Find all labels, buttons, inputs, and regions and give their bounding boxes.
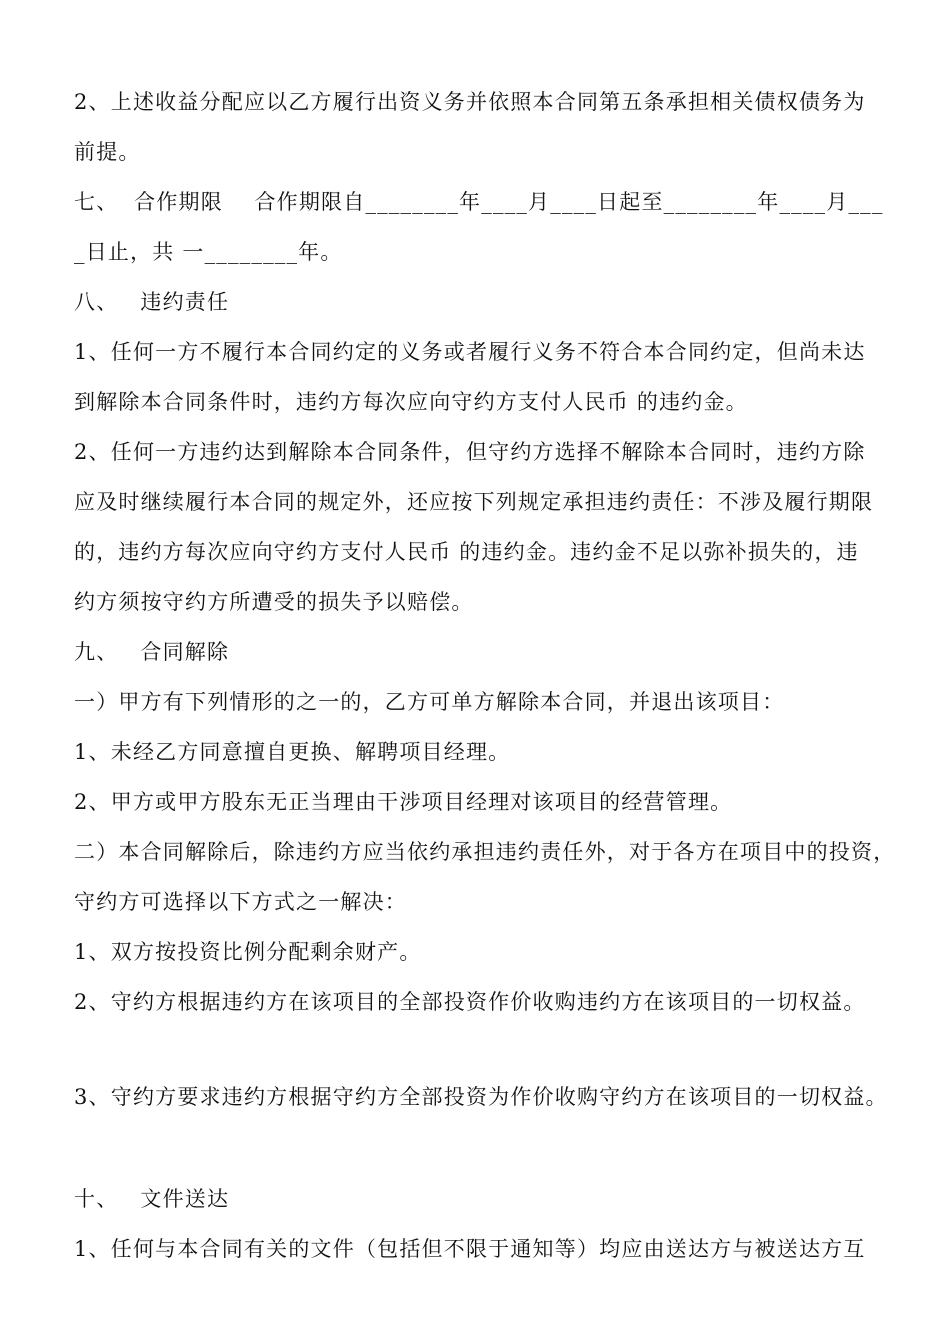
section8-heading bbox=[74, 288, 229, 316]
section9-part2-item1: 1、双方按投资比例分配剩余财产。 bbox=[74, 940, 422, 964]
section9-part2-item3: 3、守约方要求违约方根据守约方全部投资为作价收购守约方在该项目的一切权益。 bbox=[74, 1085, 888, 1109]
section7-line2: _日止，共 一________年。 bbox=[74, 240, 343, 264]
section9-part2-intro-line2: 守约方可选择以下方式之一解决： bbox=[74, 890, 407, 914]
section6-item2-line1: 2、上述收益分配应以乙方履行出资义务并依照本合同第五条承担相关债权债务为 bbox=[74, 90, 866, 114]
section9-part1-item1: 1、未经乙方同意擅自更换、解聘项目经理。 bbox=[74, 740, 511, 764]
section10-heading bbox=[74, 1185, 229, 1213]
section6-item2-line2: 前提。 bbox=[74, 140, 141, 164]
section9-heading bbox=[74, 638, 229, 666]
section9-heading-title: 合同解除 bbox=[140, 640, 230, 664]
section8-item2-line4: 约方须按守约方所遭受的损失予以赔偿。 bbox=[74, 590, 474, 614]
section9-part1-item2: 2、甲方或甲方股东无正当理由干涉项目经理对该项目的经营管理。 bbox=[74, 790, 733, 814]
section7-line1: 七、 合作期限 合作期限自________年____月____日起至________年____月___ bbox=[74, 190, 884, 214]
section9-part2-item2: 2、守约方根据违约方在该项目的全部投资作价收购违约方在该项目的一切权益。 bbox=[74, 990, 866, 1014]
section8-heading-number: 八、 bbox=[74, 290, 119, 314]
section8-item1-line1: 1、任何一方不履行本合同约定的义务或者履行义务不符合本合同约定，但尚未达 bbox=[74, 340, 866, 364]
section8-item2-line2: 应及时继续履行本合同的规定外，还应按下列规定承担违约责任：不涉及履行期限 bbox=[74, 490, 874, 514]
section10-heading-title: 文件送达 bbox=[140, 1187, 230, 1211]
section10-heading-number: 十、 bbox=[74, 1187, 119, 1211]
section8-heading-title: 违约责任 bbox=[140, 290, 230, 314]
section9-heading-number: 九、 bbox=[74, 640, 119, 664]
section8-item2-line3: 的，违约方每次应向守约方支付人民币 的违约金。违约金不足以弥补损失的，违 bbox=[74, 540, 859, 564]
section8-item2-line1: 2、任何一方违约达到解除本合同条件，但守约方选择不解除本合同时，违约方除 bbox=[74, 440, 866, 464]
section9-part2-intro-line1: 二）本合同解除后，除违约方应当依约承担违约责任外，对于各方在项目中的投资， bbox=[74, 840, 896, 864]
section9-part1-intro: 一）甲方有下列情形的之一的，乙方可单方解除本合同，并退出该项目： bbox=[74, 690, 785, 714]
section8-item1-line2: 到解除本合同条件时，违约方每次应向守约方支付人民币 的违约金。 bbox=[74, 390, 748, 414]
section10-item1-line1: 1、任何与本合同有关的文件（包括但不限于通知等）均应由送达方与被送达方互 bbox=[74, 1237, 866, 1261]
